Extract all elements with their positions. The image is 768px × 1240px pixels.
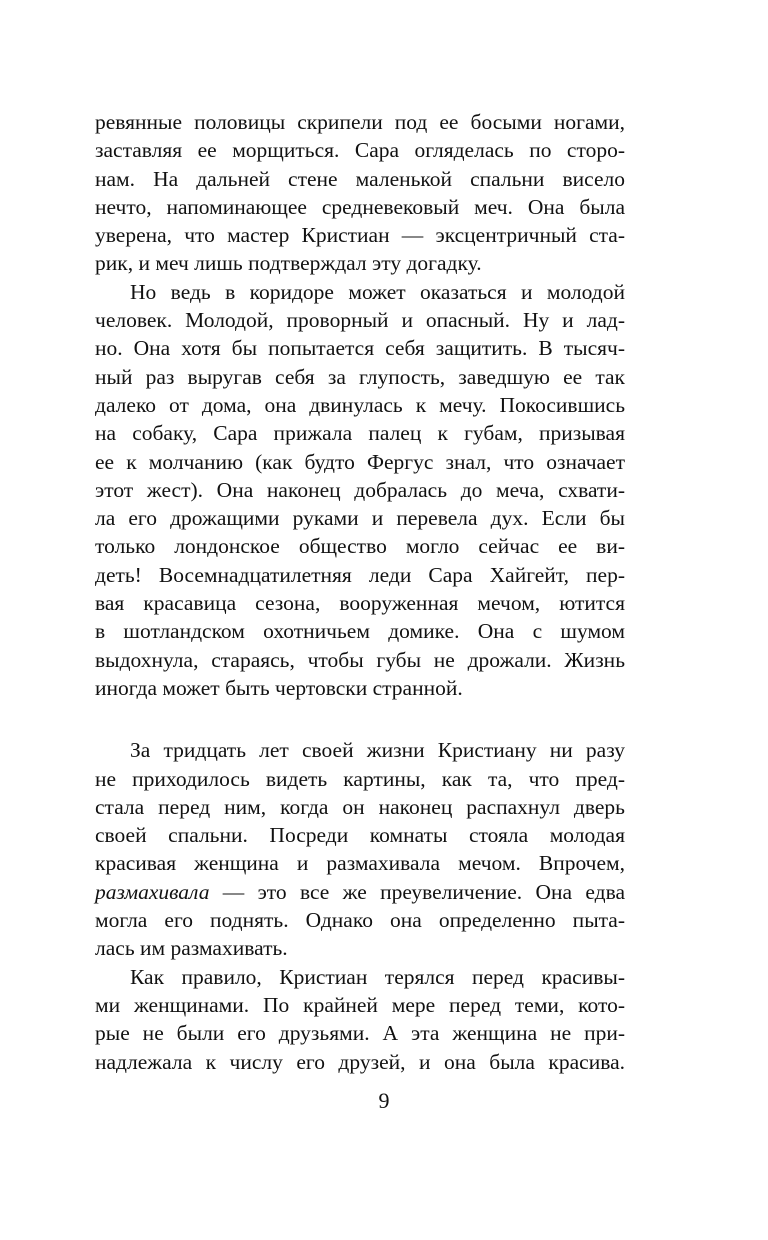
text-line: надлежала к числу его друзей, и она была красива. — [95, 1049, 625, 1074]
paragraph-4 — [95, 963, 625, 1076]
text-line: своей спальни. Посреди комнаты стояла молодая — [95, 823, 625, 848]
text-line: уверена, что мастер Кристиан — эксцентричный ста- — [95, 223, 625, 248]
text-line: этот жест). Она наконец добралась до меча, схвати- — [95, 477, 625, 502]
text-line: рик, и меч лишь подтверждал эту догадку. — [95, 251, 482, 276]
text-line: в шотландском охотничьем домике. Она с шумом — [95, 619, 625, 644]
text-line: ее к молчанию (как будто Фергус знал, что означает — [95, 449, 625, 474]
text-line: лась им размахивать. — [95, 936, 288, 961]
text-line: стала перед ним, когда он наконец распахнул дверь — [95, 794, 625, 819]
text-line — [95, 878, 625, 906]
text-line: нам. На дальней стене маленькой спальни висело — [95, 166, 625, 191]
text-line: ми женщинами. По крайней мере перед теми, кото- — [95, 992, 625, 1017]
paragraph-1 — [95, 108, 625, 278]
text-line: выдохнула, стараясь, чтобы губы не дрожали. Жизнь — [95, 647, 625, 672]
text-line-rest: — это все же преувеличение. Она едва — [209, 879, 625, 904]
text-line: красивая женщина и размахивала мечом. Впрочем, — [95, 851, 625, 876]
text-line: но. Она хотя бы попытается себя защитить. В тысяч- — [95, 336, 625, 361]
text-line: деть! Восемнадцатилетняя леди Сара Хайгейт, пер- — [95, 562, 625, 587]
text-line: только лондонское общество могло сейчас ее ви- — [95, 534, 625, 559]
text-line: Как правило, Кристиан терялся перед красивы- — [130, 964, 625, 989]
text-line: не приходилось видеть картины, как та, что пред- — [95, 766, 625, 791]
text-line: ревянные половицы скрипели под ее босыми ногами, — [95, 110, 625, 134]
text-line: могла его поднять. Однако она определенно пыта- — [95, 908, 625, 933]
paragraph-2 — [95, 278, 625, 702]
text-line: За тридцать лет своей жизни Кристиану ни разу — [130, 738, 625, 763]
paragraph-3 — [95, 736, 625, 962]
text-line: нечто, напоминающее средневековый меч. Она была — [95, 194, 625, 219]
text-line: далеко от дома, она двинулась к мечу. Покосившись — [95, 392, 625, 417]
text-line: рые не были его друзьями. А эта женщина не при- — [95, 1021, 625, 1046]
text-line: ный раз выругав себя за глупость, заведшую ее так — [95, 364, 625, 389]
section-break — [95, 702, 625, 736]
text-line: на собаку, Сара прижала палец к губам, призывая — [95, 421, 625, 446]
text-line: заставляя ее морщиться. Сара огляделась по сторо- — [95, 138, 625, 163]
text-line: вая красавица сезона, вооруженная мечом, ютится — [95, 591, 625, 616]
text-line: ла его дрожащими руками и перевела дух. Если бы — [95, 506, 625, 531]
text-line: человек. Молодой, проворный и опасный. Ну и лад- — [95, 308, 625, 333]
page-number: 9 — [378, 1088, 390, 1113]
text-line: иногда может быть чертовски странной. — [95, 675, 463, 700]
italic-emphasis: размахивала — [95, 879, 210, 904]
book-page-text — [95, 108, 625, 1076]
text-line: Но ведь в коридоре может оказаться и молодой — [130, 279, 625, 304]
